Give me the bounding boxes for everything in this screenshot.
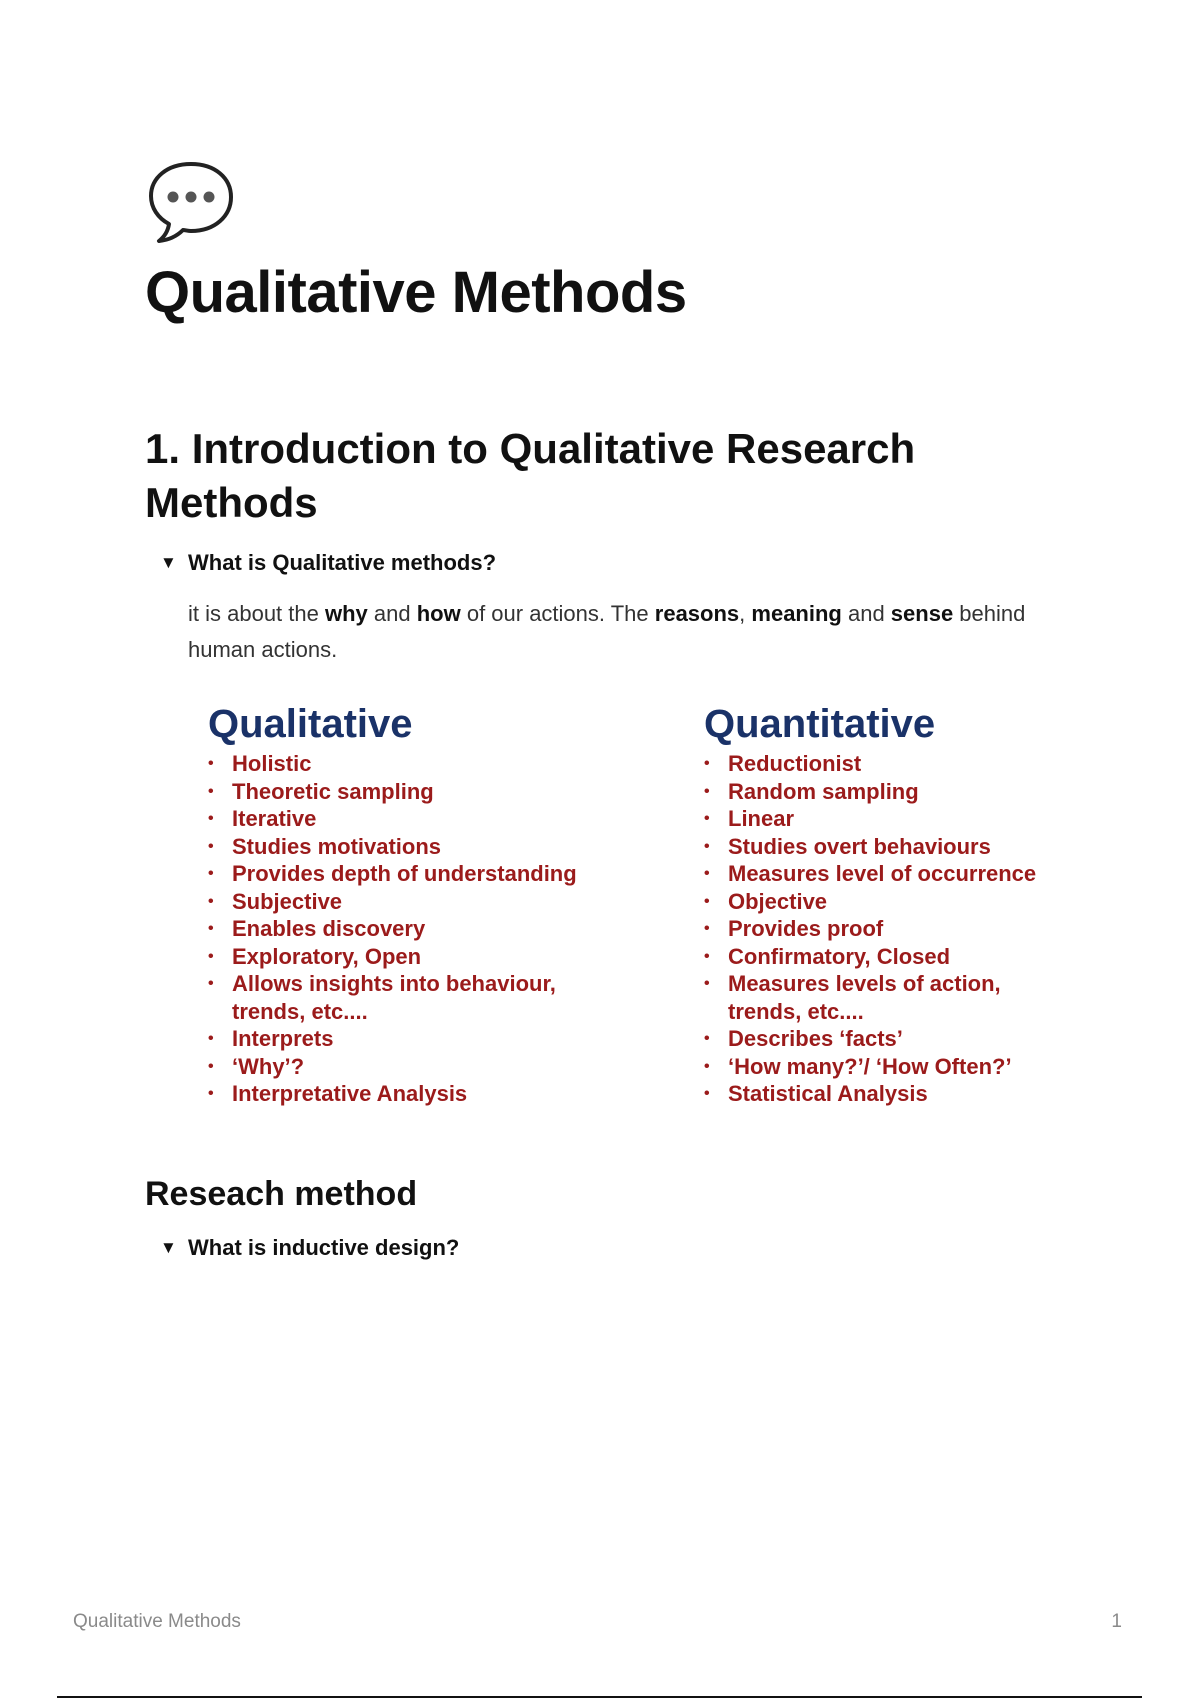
list-item: • ‘Why’? <box>208 1053 577 1081</box>
list-item: • Objective <box>704 888 1036 916</box>
list-item: • Allows insights into behaviour, <box>208 970 577 998</box>
list-item: • Holistic <box>208 750 577 778</box>
list-item: • Measures level of occurrence <box>704 860 1036 888</box>
list-item: • Enables discovery <box>208 915 577 943</box>
list-item: • Theoretic sampling <box>208 778 577 806</box>
list-item: • Studies overt behaviours <box>704 833 1036 861</box>
list-item: • Studies motivations <box>208 833 577 861</box>
section-heading-research-method: Reseach method <box>145 1175 418 1213</box>
footer-page-number: 1 <box>1111 1611 1122 1632</box>
toggle-label: What is inductive design? <box>188 1235 460 1260</box>
list-item: • Linear <box>704 805 1036 833</box>
footer-divider <box>57 1696 1142 1698</box>
list-item: • Reductionist <box>704 750 1036 778</box>
list-item: • Describes ‘facts’ <box>704 1025 1036 1053</box>
list-item: • Random sampling <box>704 778 1036 806</box>
list-item: • ‘How many?’/ ‘How Often?’ <box>704 1053 1036 1081</box>
triangle-down-icon[interactable]: ▼ <box>160 553 177 572</box>
list-item-continuation: trends, etc.... <box>728 998 864 1024</box>
speech-bubble-icon <box>145 158 237 246</box>
section-heading-introduction: 1. Introduction to Qualitative Research Methods <box>145 425 916 526</box>
toggle-what-is-qualitative[interactable] <box>160 550 496 576</box>
toggle-label: What is Qualitative methods? <box>188 550 497 575</box>
toggle-body-text: it is about the why and how of our actions. The reasons, meaning and sense behind human actions. <box>188 601 1026 662</box>
toggle-what-is-inductive-design[interactable] <box>160 1235 459 1261</box>
quantitative-heading: Quantitative <box>704 702 936 746</box>
list-item: • Statistical Analysis <box>704 1080 1036 1108</box>
page-title: Qualitative Methods <box>145 260 687 325</box>
comparison-image <box>188 700 1088 1130</box>
list-item: • Measures levels of action, <box>704 970 1036 998</box>
list-item: • Interprets <box>208 1025 577 1053</box>
list-item: • Provides depth of understanding <box>208 860 577 888</box>
list-item: • Iterative <box>208 805 577 833</box>
footer-title: Qualitative Methods <box>73 1611 241 1632</box>
triangle-down-icon[interactable]: ▼ <box>160 1238 177 1257</box>
list-item: • Provides proof <box>704 915 1036 943</box>
list-item: • Interpretative Analysis <box>208 1080 577 1108</box>
list-item: • Subjective <box>208 888 577 916</box>
qualitative-heading: Qualitative <box>208 702 413 746</box>
qualitative-list <box>208 750 577 1108</box>
list-item-continuation: trends, etc.... <box>232 998 368 1024</box>
qualitative-column <box>208 700 577 1108</box>
quantitative-column <box>704 700 1036 1108</box>
quantitative-list <box>704 750 1036 1108</box>
list-item: • Confirmatory, Closed <box>704 943 1036 971</box>
list-item: • Exploratory, Open <box>208 943 577 971</box>
